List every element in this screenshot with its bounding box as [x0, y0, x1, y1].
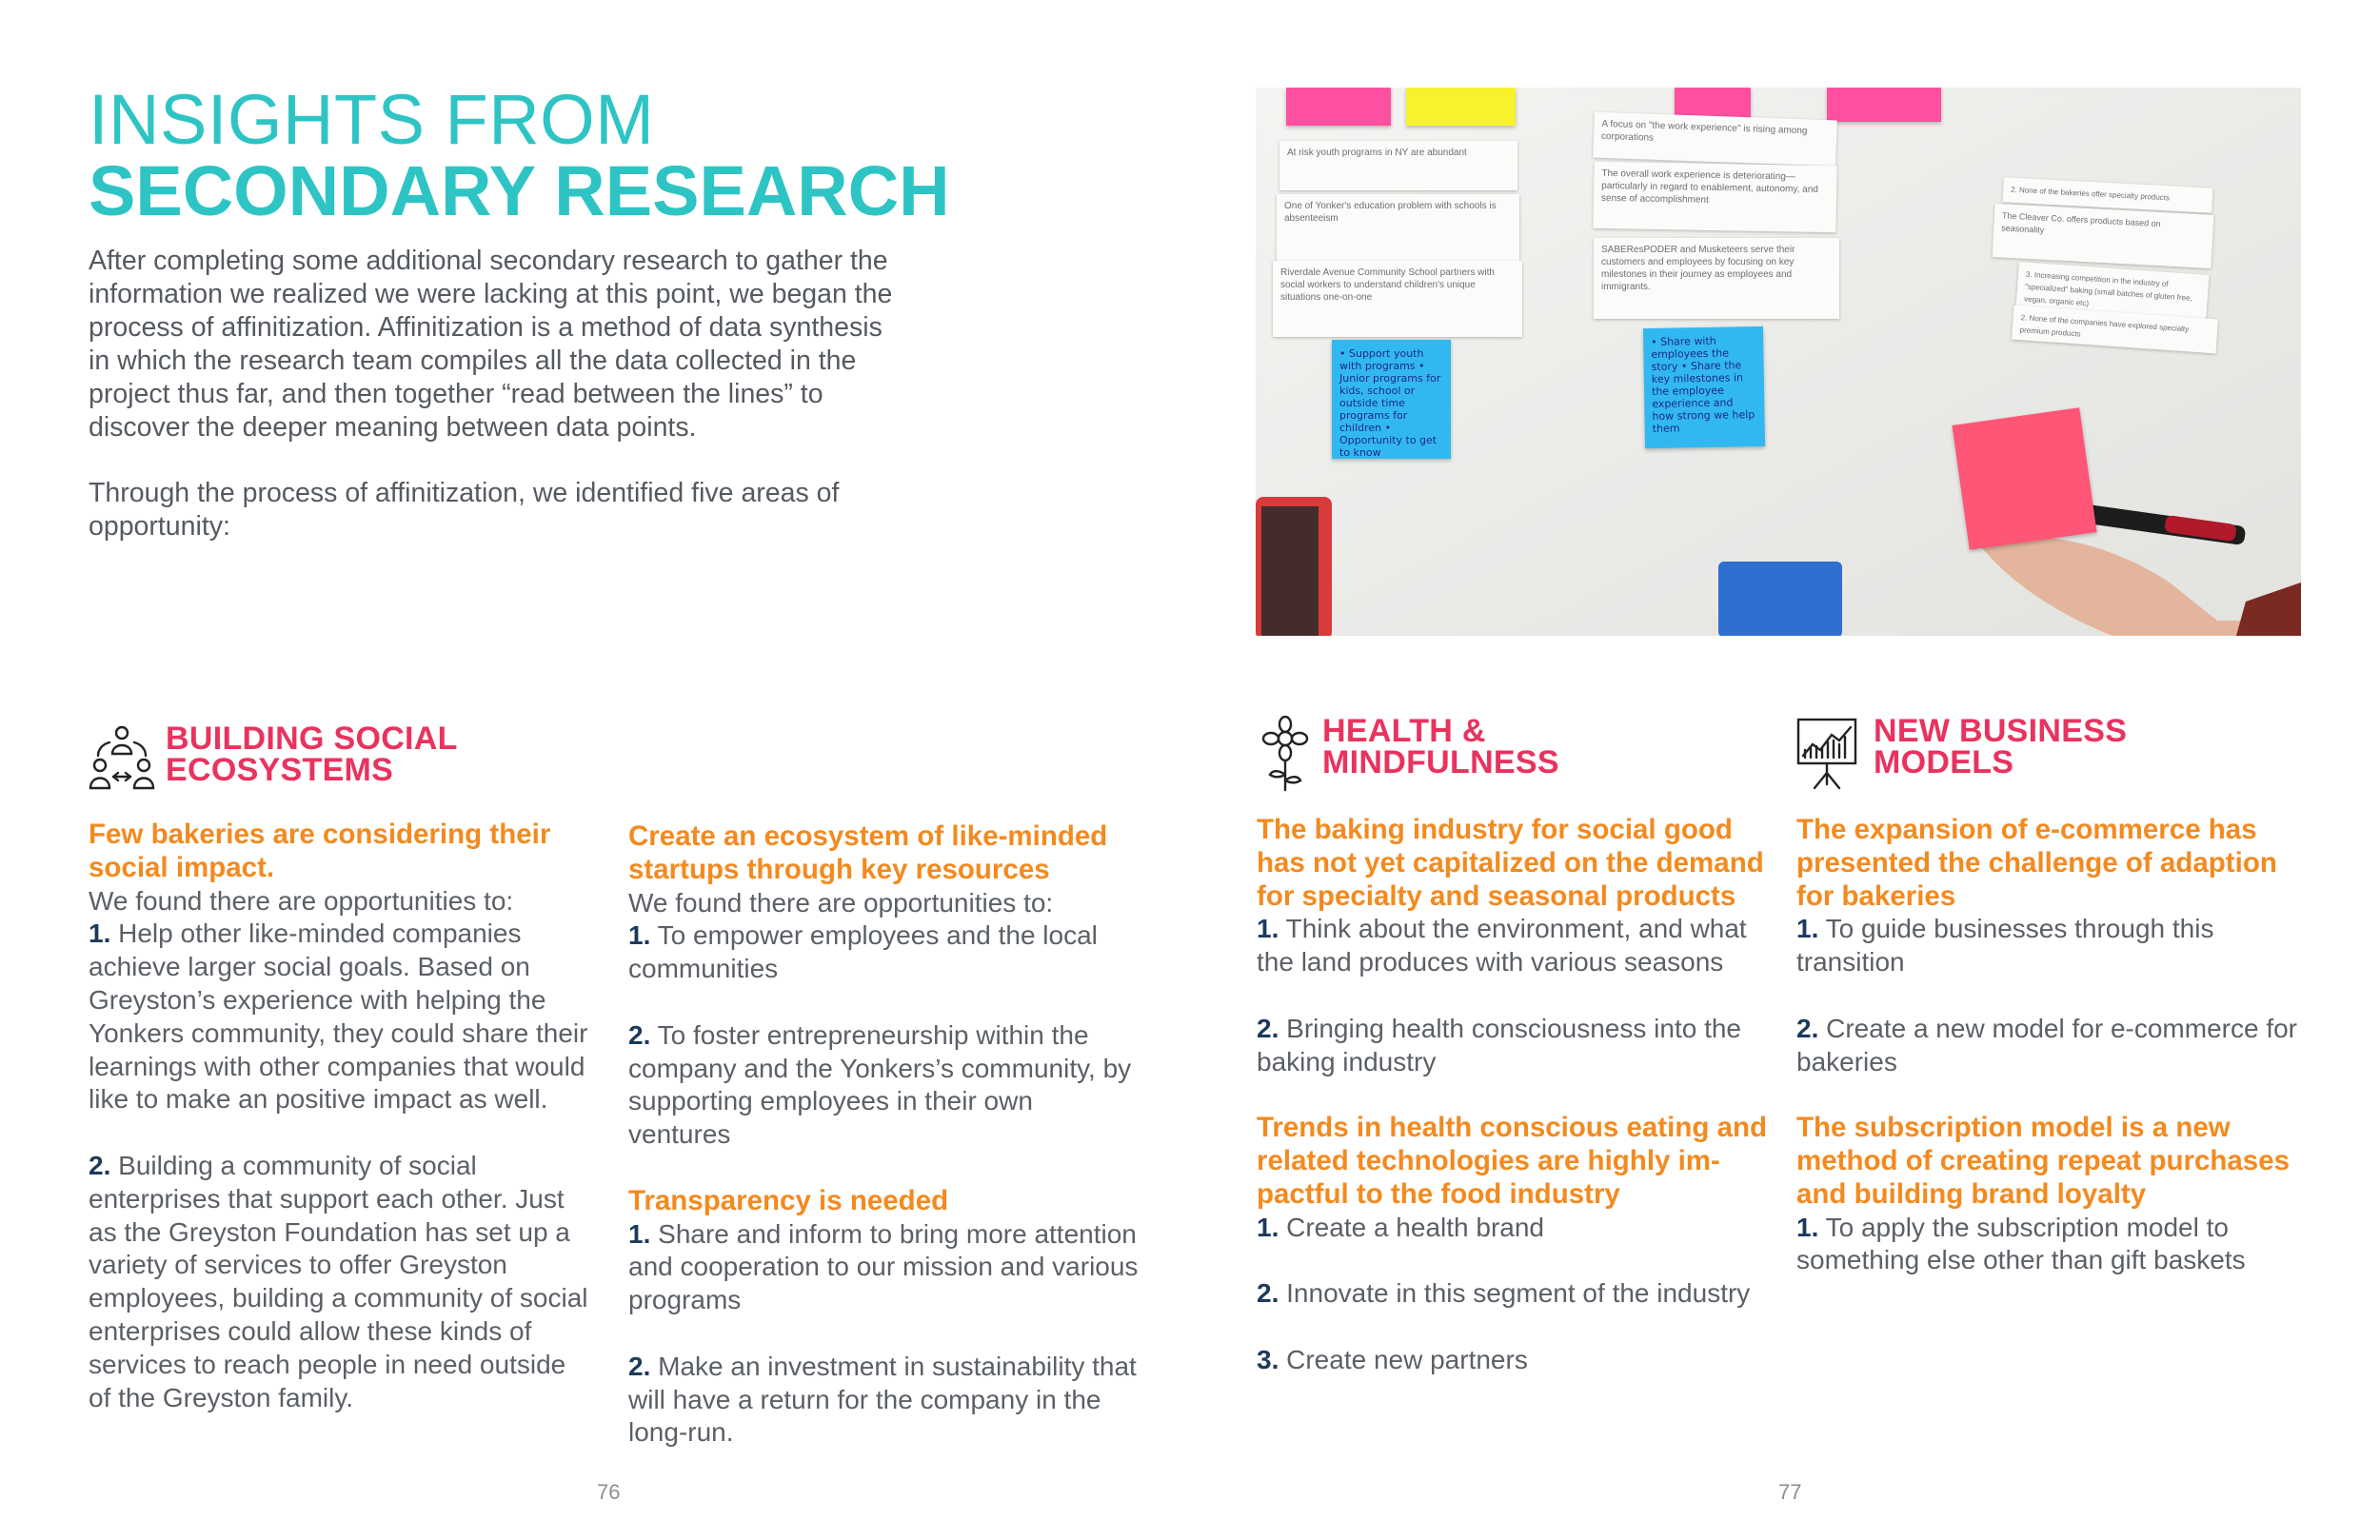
page-title-line1: INSIGHTS FROM — [89, 80, 655, 159]
item-number: 2. — [628, 1351, 651, 1381]
sticky-note-blue-2: • Share with employees the story • Share the key milestones in the employee experience and how strong we help them — [1643, 326, 1765, 448]
lead-statement: The expansion of e-commerce has presented the challenge of adaption for bakeries — [1796, 814, 2277, 912]
section-title-health-line2: MINDFULNESS — [1322, 744, 1559, 780]
section-title-building-line1: BUILDING SOCIAL — [166, 721, 458, 757]
section-title-building-line2: ECOSYSTEMS — [166, 752, 394, 788]
section-title-business — [1874, 713, 2128, 780]
column-building-1 — [89, 819, 593, 1414]
opportunity-item — [1796, 1013, 2301, 1079]
opportunity-item — [628, 919, 1142, 986]
intro-text — [89, 245, 898, 576]
opportunity-item — [89, 1150, 593, 1414]
item-text: To guide businesses through this transition — [1796, 914, 2214, 977]
item-number: 3. — [1257, 1344, 1279, 1374]
opportunity-intro: We found there are opportunities to: — [628, 887, 1054, 918]
column-business — [1796, 814, 2301, 1277]
affinitization-photo — [1256, 88, 2301, 636]
people-network-icon — [89, 723, 155, 796]
opportunity-item — [1257, 1212, 1771, 1245]
item-number: 2. — [1257, 1278, 1279, 1309]
opportunity-item — [1257, 913, 1771, 979]
item-text: Building a community of social enterprises that support each other. Just as the Greyston Foundation has set up a variety of services to offer Greyston employees, building a community of social enterprises could allow these kinds of services to reach people in need outside of the Greyston family. — [89, 1150, 588, 1412]
intro-paragraph-1: After completing some additional secondary research to gather the information we realized we were lacking at this point, we began the process of affinitization. Affinitization is a method of data synthesis in which the research team compiles all the data collected in the project thus far, and then together “read between the lines” to discover the deeper meaning between data points. — [89, 246, 893, 443]
section-title-business-line2: MODELS — [1874, 744, 2014, 780]
page-number-left: 76 — [597, 1480, 621, 1504]
flower-icon — [1257, 716, 1323, 788]
sticky-note-pink-top — [1286, 88, 1391, 126]
item-text: Bringing health consciousness into the baking industry — [1257, 1013, 1741, 1076]
research-note-10: 2. None of the companies have explored specialty premium products — [2012, 306, 2218, 354]
opportunity-item — [1796, 913, 2301, 979]
research-note-2: One of Yonker's education problem with schools is absenteeism — [1277, 194, 1519, 261]
column-health — [1257, 814, 1771, 1377]
item-number: 2. — [628, 1019, 651, 1050]
item-text: Help other like-minded companies achieve larger social goals. Based on Greyston’s experience with helping the Yonkers community, they could share their learnings with other companies that would like to make an positive impact as well. — [89, 918, 588, 1115]
item-number: 1. — [1796, 914, 1819, 944]
item-text: To foster entrepreneurship within the company and the Yonkers’s community, by supporting employees in their own ventures — [628, 1019, 1132, 1150]
section-title-health-line1: HEALTH & — [1322, 713, 1486, 749]
research-note-9: 3. Increasing competition in the industry of "specialized" baking (small batches of gluten free, vegan, organic etc) — [2016, 262, 2210, 321]
research-note-1: At risk youth programs in NY are abundant — [1279, 141, 1517, 190]
research-note-7: 2. None of the bakeries offer specialty products — [2002, 177, 2212, 212]
item-number: 1. — [628, 1218, 651, 1249]
opportunity-item — [628, 1351, 1142, 1450]
lead-statement: The subscription model is a new method of creating repeat purchases and building brand loyalty — [1796, 1112, 2291, 1210]
item-text: Make an investment in sustainability that will have a return for the company in the long-run. — [628, 1351, 1137, 1448]
item-number: 2. — [1796, 1013, 1819, 1043]
opportunity-item — [628, 1218, 1142, 1317]
item-text: Create a new model for e-commerce for bakeries — [1796, 1013, 2297, 1076]
page-title-line2: SECONDARY RESEARCH — [89, 151, 950, 231]
opportunity-item — [1257, 1013, 1771, 1079]
sticky-note-pink-top-3 — [1827, 88, 1941, 122]
research-note-3: Riverdale Avenue Community School partners with social workers to understand children's unique situations one-on-one — [1273, 261, 1522, 337]
item-text: Create a health brand — [1279, 1212, 1544, 1242]
item-number: 1. — [1257, 1212, 1279, 1242]
presentation-chart-icon — [1795, 716, 1862, 788]
section-title-building — [166, 723, 458, 786]
intro-paragraph-2: Through the process of affinitization, we identified five areas of opportunity: — [89, 478, 840, 542]
lead-statement: Create an ecosystem of like-minded startups through key resources — [628, 820, 1108, 885]
item-number: 1. — [1796, 1212, 1819, 1242]
column-building-2 — [628, 820, 1142, 1450]
item-number: 1. — [1257, 914, 1279, 944]
item-text: Create new partners — [1279, 1344, 1528, 1374]
research-note-8: The Cleaver Co. offers products based on seasonality — [1993, 204, 2214, 268]
item-text: Innovate in this segment of the industry — [1279, 1278, 1751, 1309]
item-number: 2. — [1257, 1013, 1279, 1043]
research-note-4: A focus on "the work experience" is rising among corporations — [1593, 112, 1837, 167]
opportunity-item — [628, 1019, 1142, 1152]
opportunity-item — [1257, 1344, 1771, 1377]
page-title — [89, 80, 950, 231]
item-text: Think about the environment, and what the land produces with various seasons — [1257, 914, 1747, 977]
opportunity-item — [1796, 1212, 2301, 1278]
opportunity-item — [1257, 1277, 1771, 1311]
item-number: 1. — [628, 920, 651, 951]
opportunity-item — [89, 918, 593, 1116]
item-text: To empower employees and the local communities — [628, 920, 1098, 984]
page-number-right: 77 — [1778, 1480, 1802, 1504]
item-text: To apply the subscription model to something else other than gift baskets — [1796, 1212, 2246, 1275]
sticky-note-pink-handwritten — [1952, 407, 2096, 550]
item-number: 1. — [89, 918, 111, 949]
research-note-6: SABEResPODER and Musketeers serve their customers and employees by focusing on key milestones in their journey as employees and immigrants. — [1594, 238, 1839, 319]
research-note-5: The overall work experience is deteriorating—particularly in regard to enablement, autonomy, and sense of accomplishment — [1593, 162, 1836, 232]
lead-statement: Transparency is needed — [628, 1184, 949, 1216]
blue-box — [1718, 562, 1842, 636]
item-text: Share and inform to bring more attention and cooperation to our mission and various programs — [628, 1218, 1139, 1315]
lead-statement: Few bakeries are considering their social impact. — [89, 819, 551, 883]
item-number: 2. — [89, 1150, 111, 1180]
section-title-business-line1: NEW BUSINESS — [1874, 713, 2128, 749]
sticky-note-blue-1: • Support youth with programs • Junior programs for kids, school or outside time programs for children • Opportunity to get to know — [1332, 340, 1451, 459]
section-title-health — [1322, 713, 1559, 780]
lead-statement: The baking industry for social good has not yet capitalized on the demand for specialty and seasonal products — [1257, 814, 1764, 912]
sticky-note-yellow-top — [1406, 88, 1516, 126]
opportunity-intro: We found there are opportunities to: — [89, 885, 514, 916]
lead-statement: Trends in health conscious eating and related technologies are highly im-pactful to the food industry — [1257, 1112, 1768, 1210]
